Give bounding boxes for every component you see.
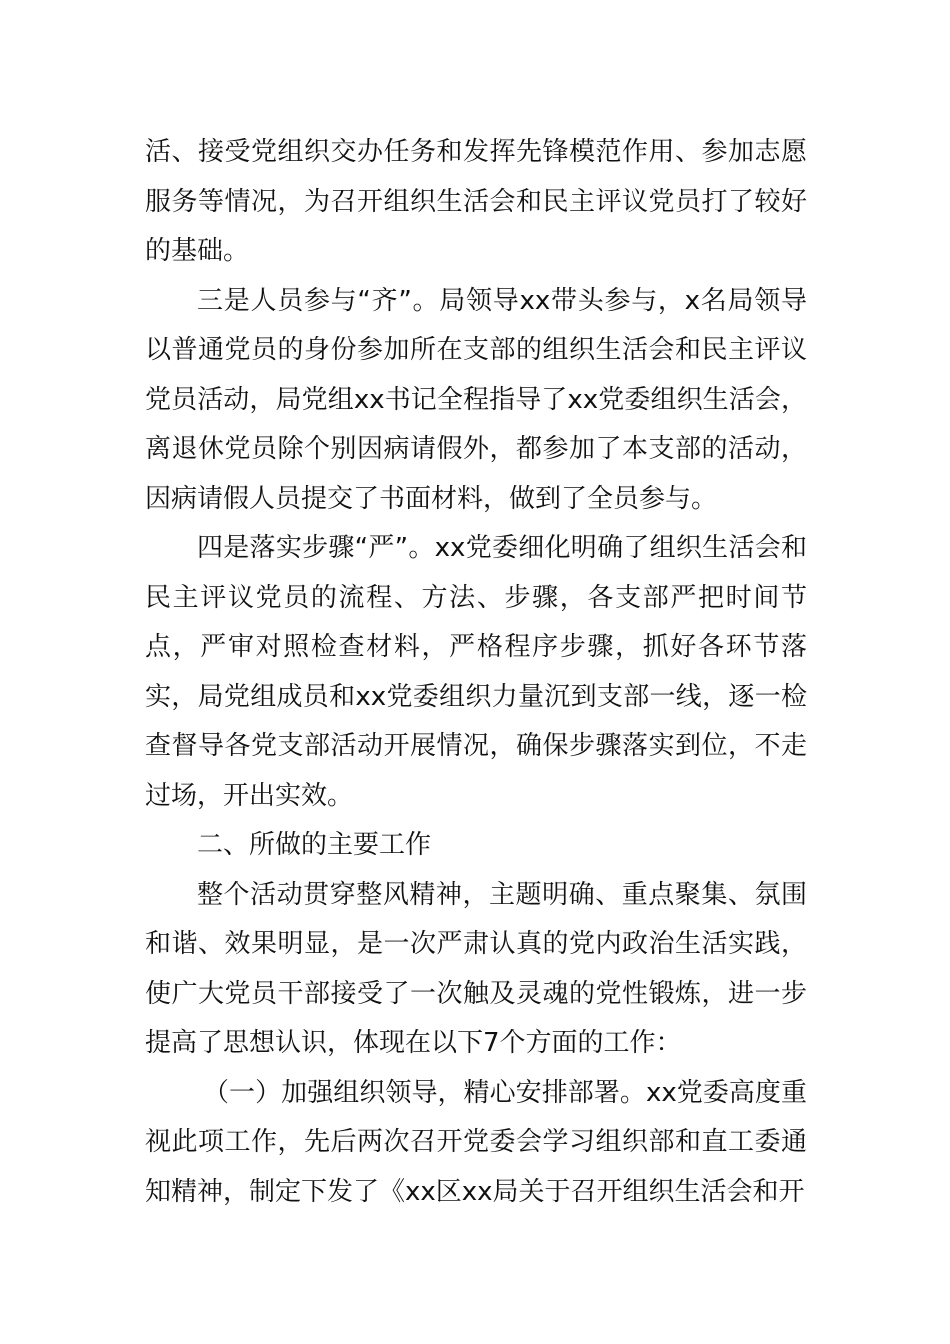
paragraph-implementation-steps: 四是落实步骤“严”。xx党委细化明确了组织生活会和民主评议党员的流程、方法、步骤，各支部严把时间节点，严审对照检查材料，严格程序步骤，抓好各环节落实，局党组成员和xx党委组织力量沉到支部一线，逐一检查督导各党支部活动开展情况，确保步骤落实到位，不走过场，开出实效。 bbox=[145, 533, 807, 811]
document-body bbox=[145, 128, 807, 1217]
paragraph-continuation: 活、接受党组织交办任务和发挥先锋模范作用、参加志愿服务等情况，为召开组织生活会和民主评议党员打了较好的基础。 bbox=[145, 137, 807, 266]
section-heading-main-work: 二、所做的主要工作 bbox=[197, 830, 432, 860]
paragraph-activity-summary: 整个活动贯穿整风精神，主题明确、重点聚集、氛围和谐、效果明显，是一次严肃认真的党内政治生活实践，使广大党员干部接受了一次触及灵魂的党性锻炼，进一步提高了思想认识，体现在以下7个方面的工作： bbox=[145, 879, 807, 1058]
paragraph-organizational-leadership: （一）加强组织领导，精心安排部署。xx党委高度重视此项工作，先后两次召开党委会学习组织部和直工委通知精神，制定下发了《xx区xx局关于召开组织生活会和开 bbox=[145, 1077, 807, 1207]
paragraph-personnel-participation: 三是人员参与“齐”。局领导xx带头参与，x名局领导以普通党员的身份参加所在支部的组织生活会和民主评议党员活动，局党组xx书记全程指导了xx党委组织生活会，离退休党员除个别因病请假外，都参加了本支部的活动，因病请假人员提交了书面材料，做到了全员参与。 bbox=[145, 285, 807, 514]
